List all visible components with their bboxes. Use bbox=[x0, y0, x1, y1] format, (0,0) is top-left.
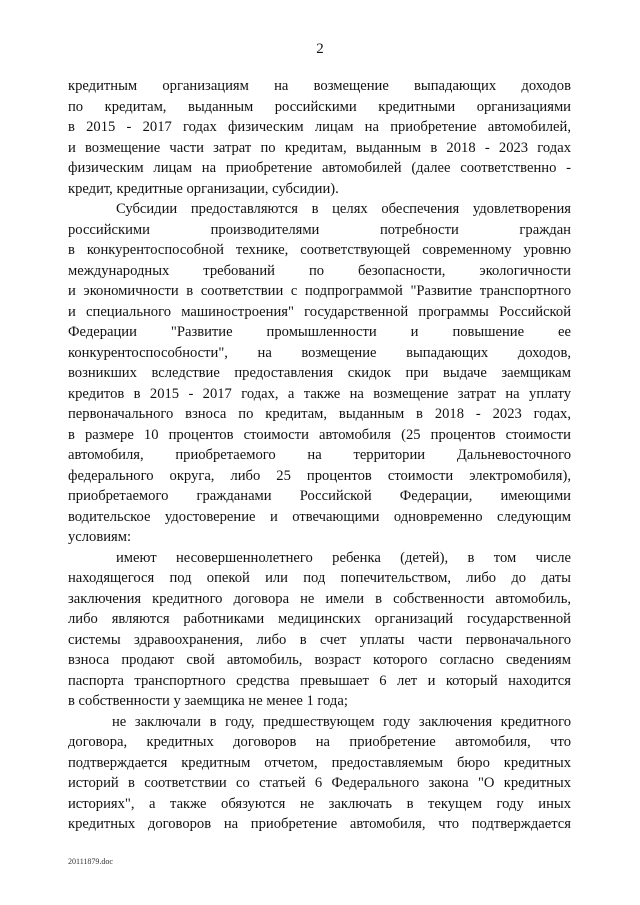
text-line: автомобиля, приобретаемого на территории Дальневосточного bbox=[68, 447, 571, 463]
text-line: водительское удостоверение и отвечающими одновременно следующим bbox=[68, 508, 571, 525]
text-line: подтверждается кредитным отчетом, предоставляемым бюро кредитных bbox=[68, 754, 571, 771]
text-line: в размере 10 процентов стоимости автомобиля (25 процентов стоимости bbox=[68, 426, 571, 443]
text-line: первоначального взноса по кредитам, выданным в 2018 - 2023 годах, bbox=[68, 406, 571, 422]
text-line: историях", а также обязуются не заключать в текущем году иных bbox=[68, 795, 571, 812]
text-line: взноса продают свой автомобиль, возраст которого согласно сведениям bbox=[68, 652, 571, 668]
text-line: заключения кредитного договора не имели в собственности автомобиль, bbox=[68, 590, 571, 607]
text-line: российскими производителями потребности граждан bbox=[68, 221, 571, 238]
text-line: Субсидии предоставляются в целях обеспечения удовлетворения bbox=[116, 201, 571, 217]
text-line: по кредитам, выданным российскими кредитными организациями bbox=[68, 98, 571, 115]
text-line: не заключали в году, предшествующем году заключения кредитного bbox=[112, 713, 571, 730]
text-line: международных требований по безопасности, экологичности bbox=[68, 262, 571, 279]
paragraph bbox=[68, 548, 571, 712]
text-line: конкурентоспособности", на возмещение выпадающих доходов, bbox=[68, 344, 571, 361]
document-body bbox=[68, 76, 571, 835]
text-line: договора, кредитных договоров на приобретение автомобиля, что bbox=[68, 734, 571, 750]
text-line: историй в соответствии со статьей 6 Федерального закона "О кредитных bbox=[68, 775, 571, 791]
text-line: имеют несовершеннолетнего ребенка (детей), в том числе bbox=[116, 549, 571, 566]
text-line: находящегося под опекой или под попечительством, либо до даты bbox=[68, 570, 571, 586]
page-number: 2 bbox=[316, 41, 324, 57]
text-line: в 2015 - 2017 годах физическим лицам на приобретение автомобилей, bbox=[68, 119, 571, 135]
text-line: системы здравоохранения, либо в счет уплаты части первоначального bbox=[68, 631, 571, 648]
text-line: приобретаемого гражданами Российской Федерации, имеющими bbox=[68, 488, 571, 504]
paragraph bbox=[68, 199, 571, 548]
text-line: в собственности у заемщика не менее 1 года; bbox=[68, 693, 348, 709]
text-line: кредитным организациям на возмещение выпадающих доходов bbox=[68, 78, 571, 94]
text-line: условиям: bbox=[68, 529, 132, 545]
text-line: федерального округа, либо 25 процентов стоимости электромобиля), bbox=[68, 467, 571, 484]
text-line: и возмещение части затрат по кредитам, выданным в 2018 - 2023 годах bbox=[68, 139, 571, 156]
text-line: либо являются работниками медицинских организаций государственной bbox=[68, 611, 571, 627]
text-line: возникших вследствие предоставления скидок при выдаче заемщикам bbox=[68, 365, 571, 381]
text-line: Федерации "Развитие промышленности и повышение ее bbox=[68, 324, 571, 340]
text-line: физическим лицам на приобретение автомобилей (далее соответственно - bbox=[68, 160, 571, 176]
text-line: и специального машиностроения" государственной программы Российской bbox=[68, 303, 571, 320]
document-filename: 20111879.doc bbox=[68, 857, 113, 866]
text-line: кредитных договоров на приобретение автомобиля, что подтверждается bbox=[68, 816, 571, 832]
text-line: кредитов в 2015 - 2017 годах, а также на возмещение затрат на уплату bbox=[68, 385, 571, 402]
text-line: паспорта транспортного средства превышает 6 лет и который находится bbox=[68, 672, 571, 689]
text-line: в конкурентоспособной технике, соответствующей современному уровню bbox=[68, 242, 571, 258]
paragraph bbox=[68, 712, 571, 835]
text-line: и экономичности в соответствии с подпрограммой "Развитие транспортного bbox=[68, 283, 571, 299]
paragraph bbox=[68, 76, 571, 199]
text-line: кредит, кредитные организации, субсидии). bbox=[68, 180, 339, 197]
